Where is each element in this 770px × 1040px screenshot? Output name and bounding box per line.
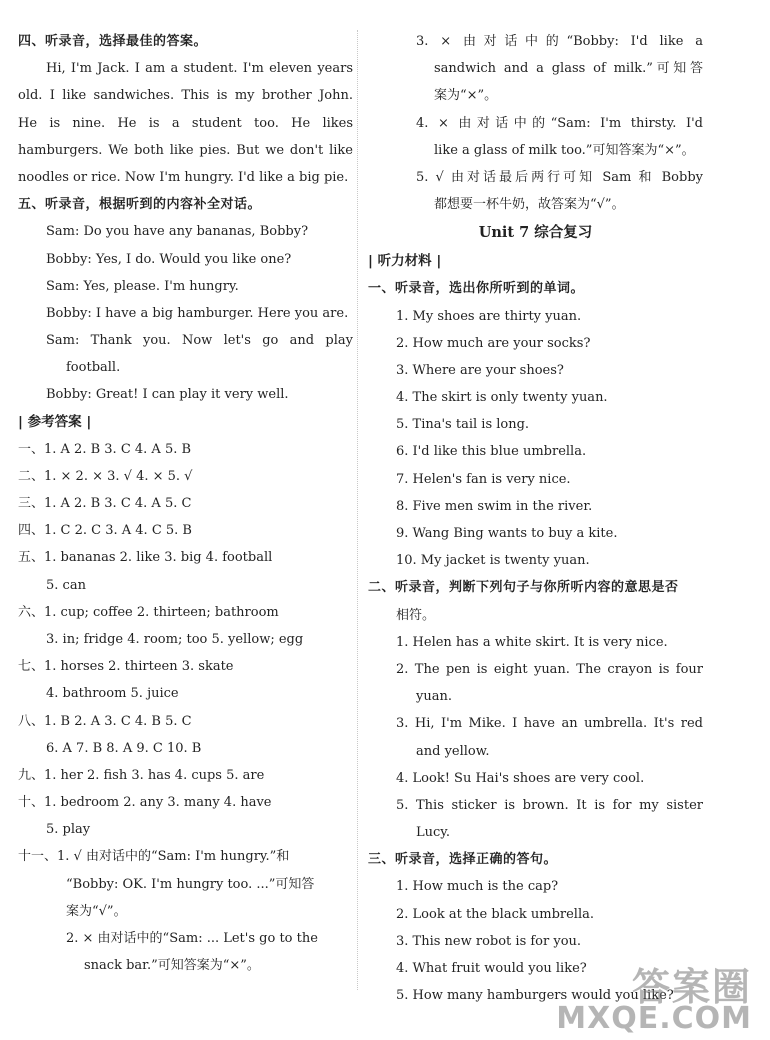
text-line: 5. How many hamburgers would you like? bbox=[396, 988, 674, 1004]
text-line: 六、1. cup; coffee 2. thirteen; bathroom bbox=[18, 604, 279, 620]
question-heading: 三、听录音，选择正确的答句。 bbox=[368, 852, 558, 868]
text-line: 4. × 由对话中的“Sam: I'm thirsty. I'd bbox=[416, 115, 703, 131]
section-label: | 听力材料 | bbox=[368, 253, 442, 270]
text-line: Hi, I'm Jack. I am a student. I'm eleven years bbox=[46, 61, 353, 77]
right-column bbox=[368, 28, 703, 1009]
text-line: 3. × 由对话中的“Bobby: I'd like a bbox=[416, 34, 703, 49]
column-divider bbox=[357, 30, 358, 990]
text-line: 2. How much are your socks? bbox=[396, 335, 591, 351]
text-line: Bobby: Great! I can play it very well. bbox=[46, 387, 289, 403]
text-line: 5. √ 由对话最后两行可知 Sam 和 Bobby bbox=[416, 169, 703, 185]
text-line: 7. Helen's fan is very nice. bbox=[396, 471, 571, 487]
text-line: 1. Helen has a white skirt. It is very nice. bbox=[396, 634, 668, 650]
left-column bbox=[18, 28, 353, 979]
text-line: 8. Five men swim in the river. bbox=[396, 498, 593, 514]
text-line: 案为“×”。 bbox=[434, 88, 498, 104]
text-line: Bobby: Yes, I do. Would you like one? bbox=[46, 251, 292, 267]
text-line: 9. Wang Bing wants to buy a kite. bbox=[396, 526, 618, 541]
text-line: 3. Where are your shoes? bbox=[396, 362, 564, 378]
text-line: 1. How much is the cap? bbox=[396, 879, 559, 895]
text-line: 十、1. bedroom 2. any 3. many 4. have bbox=[18, 795, 272, 811]
text-line: 4. bathroom 5. juice bbox=[46, 686, 179, 702]
text-line: 4. Look! Su Hai's shoes are very cool. bbox=[396, 770, 645, 786]
section-label: | 参考答案 | bbox=[18, 413, 92, 430]
text-line: 3. This new robot is for you. bbox=[396, 933, 582, 949]
text-line: 都想要一杯牛奶，故答案为“√”。 bbox=[434, 197, 625, 213]
text-line: 6. A 7. B 8. A 9. C 10. B bbox=[46, 740, 202, 756]
text-line: 3. in; fridge 4. room; too 5. yellow; egg bbox=[46, 631, 304, 647]
text-line: 九、1. her 2. fish 3. has 4. cups 5. are bbox=[18, 767, 265, 783]
watermark-logo-text: 答案圈 bbox=[631, 965, 752, 1009]
text-line: 5. Tina's tail is long. bbox=[396, 417, 530, 433]
text-line: sandwich and a glass of milk.”可知答 bbox=[434, 61, 703, 77]
text-line: Lucy. bbox=[416, 825, 451, 841]
text-line: 5. This sticker is brown. It is for my sister bbox=[396, 797, 703, 813]
watermark-url: MXQE.COM bbox=[556, 1001, 752, 1036]
text-line: old. I like sandwiches. This is my brother John. bbox=[18, 88, 353, 104]
text-line: 5. play bbox=[46, 822, 91, 838]
text-line: 2. × 由对话中的“Sam: ... Let's go to the bbox=[66, 931, 318, 946]
text-line: “Bobby: OK. I'm hungry too. ...”可知答 bbox=[66, 876, 315, 892]
text-line: football. bbox=[66, 360, 121, 376]
text-line: 2. The pen is eight yuan. The crayon is four bbox=[396, 661, 703, 677]
text-line: 二、1. × 2. × 3. √ 4. × 5. √ bbox=[18, 468, 193, 484]
text-line: 五、1. bananas 2. like 3. big 4. football bbox=[18, 550, 273, 566]
text-line: 三、1. A 2. B 3. C 4. A 5. C bbox=[18, 496, 192, 511]
question-heading: 二、听录音，判断下列句子与你所听内容的意思是否 bbox=[368, 580, 679, 596]
text-line: Sam: Do you have any bananas, Bobby? bbox=[46, 224, 309, 240]
text-line: Bobby: I have a big hamburger. Here you are. bbox=[46, 305, 349, 321]
watermark bbox=[530, 956, 760, 1036]
text-line: hamburgers. We both like pies. But we don't like bbox=[18, 142, 353, 158]
text-line: snack bar.”可知答案为“×”。 bbox=[84, 958, 260, 974]
text-line: 一、1. A 2. B 3. C 4. A 5. B bbox=[18, 441, 192, 457]
text-line: noodles or rice. Now I'm hungry. I'd like a big pie. bbox=[18, 169, 349, 185]
text-line: 1. My shoes are thirty yuan. bbox=[396, 308, 582, 324]
text-line: 10. My jacket is twenty yuan. bbox=[396, 553, 590, 569]
text-line: yuan. bbox=[416, 689, 452, 705]
text-line: 4. The skirt is only twenty yuan. bbox=[396, 390, 608, 406]
question-heading: 一、听录音，选出你所听到的单词。 bbox=[368, 281, 585, 297]
text-line: 6. I'd like this blue umbrella. bbox=[396, 444, 587, 460]
text-line: 3. Hi, I'm Mike. I have an umbrella. It's red bbox=[396, 716, 703, 732]
text-line: 2. Look at the black umbrella. bbox=[396, 906, 595, 922]
text-line: 相符。 bbox=[396, 607, 436, 623]
text-line: Sam: Thank you. Now let's go and play bbox=[46, 333, 353, 349]
text-line: like a glass of milk too.”可知答案为“×”。 bbox=[434, 142, 695, 158]
text-line: 八、1. B 2. A 3. C 4. B 5. C bbox=[18, 713, 192, 729]
text-line: 5. can bbox=[46, 577, 86, 593]
text-line: 七、1. horses 2. thirteen 3. skate bbox=[18, 659, 234, 675]
text-line: 四、1. C 2. C 3. A 4. C 5. B bbox=[18, 523, 192, 539]
question-heading: 四、听录音，选择最佳的答案。 bbox=[18, 34, 208, 49]
text-line: 案为“√”。 bbox=[66, 903, 127, 919]
unit-title: Unit 7 综合复习 bbox=[478, 224, 593, 242]
text-line: 4. What fruit would you like? bbox=[396, 961, 587, 976]
text-line: 十一、1. √ 由对话中的“Sam: I'm hungry.”和 bbox=[18, 849, 290, 865]
text-line: He is nine. He is a student too. He likes bbox=[18, 115, 353, 131]
question-heading: 五、听录音，根据听到的内容补全对话。 bbox=[18, 197, 262, 213]
text-line: Sam: Yes, please. I'm hungry. bbox=[46, 278, 239, 294]
text-line: and yellow. bbox=[416, 743, 490, 759]
